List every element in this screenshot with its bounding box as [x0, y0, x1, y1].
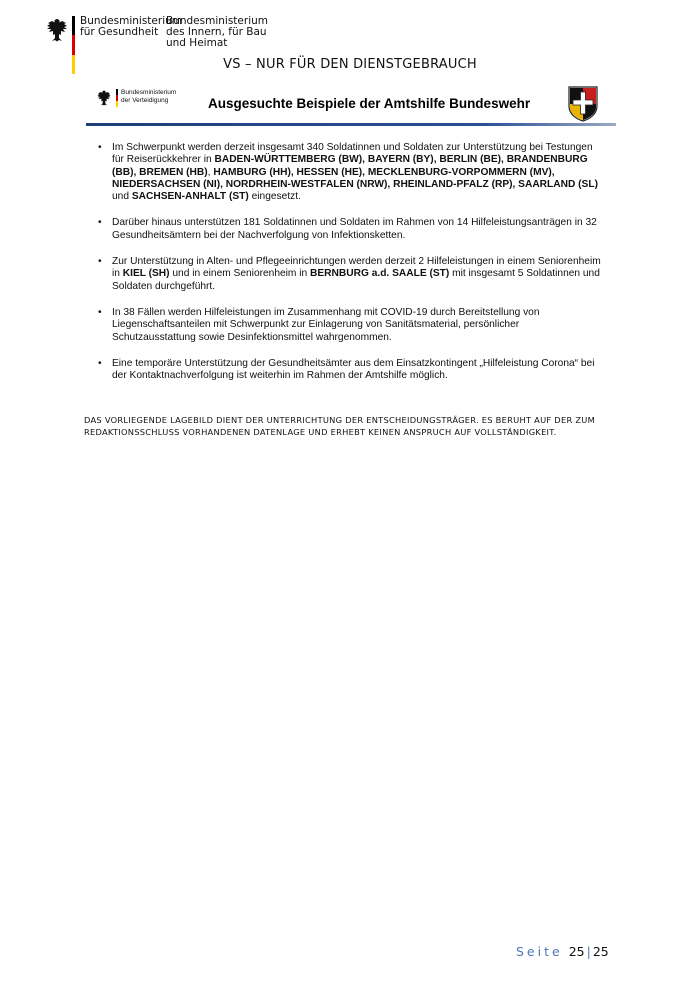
ministry-interior-line: Bundesministerium: [166, 15, 268, 27]
bullet-item: [96, 217, 604, 242]
bullet-dot: •: [98, 217, 102, 229]
page-separator: |: [586, 944, 591, 959]
bullet-text: mit insgesamt 5 Soldatinnen und Soldaten durchgeführt.: [112, 268, 600, 292]
federal-eagle-icon: [46, 18, 68, 42]
bullet-list: [96, 142, 604, 396]
bullet-dot: •: [98, 256, 102, 268]
bullet-text: In 38 Fällen werden Hilfeleistungen im Zusammenhang mit COVID-19 durch Bereitstellung von Liegenschaftsanteilen mit Schwerpunkt zur Einlagerung von Sanitätsmaterial, persönlicher Schutzausstattung sowie Desinfektionsmittel wahrgenommen.: [112, 306, 540, 343]
bullet-text: Zur Unterstützung in Alten- und Pflegeeinrichtungen werden derzeit 2 Hilfeleistungen in einem Seniorenheim in: [112, 256, 601, 280]
bullet-text: und: [112, 191, 132, 203]
bullet-text-bold: KIEL (SH): [122, 268, 170, 280]
bullet-dot: •: [98, 357, 102, 369]
bullet-text: Eine temporäre Unterstützung der Gesundheitsämter aus dem Einsatzkontingent „Hilfeleistung Corona“ bei der Kontaktnachverfolgung ist weiterhin im Rahmen der Amtshilfe möglich.: [112, 357, 595, 382]
banner-title: Ausgesuchte Beispiele der Amtshilfe Bundeswehr: [208, 96, 531, 111]
page-number: 25: [568, 944, 585, 959]
ministry-health-line: Bundesministerium: [80, 15, 182, 27]
bullet-item: [96, 358, 604, 383]
seite-label: Seite: [516, 944, 563, 959]
bullet-text: Darüber hinaus unterstützen 181 Soldatinnen und Soldaten im Rahmen von 14 Hilfeleistungsanträgen in 32 Gesundheitsämtern bei der Nachverfolgung von Infektionsketten.: [112, 217, 597, 241]
ministry-interior-line: und Heimat: [166, 37, 228, 49]
bullet-text: eingesetzt.: [248, 191, 301, 203]
bullet-text-bold: BERNBURG a.d. SAALE (ST): [310, 268, 450, 280]
bundeswehr-crest-icon: [568, 86, 598, 122]
bullet-text-bold: SACHSEN-ANHALT (ST): [131, 191, 249, 203]
bullet-dot: •: [98, 142, 102, 153]
classification-label: VS – NUR FÜR DEN DIENSTGEBRAUCH: [223, 57, 477, 72]
section-banner: [86, 84, 616, 128]
page-total: 25: [592, 944, 609, 959]
bullet-text: ,: [207, 166, 214, 178]
bullet-item: [96, 256, 604, 293]
ministry-health-line: für Gesundheit: [80, 26, 159, 38]
ministry-interior: [166, 16, 268, 49]
federal-eagle-icon: [96, 90, 112, 106]
ministry-defence-line: der Verteidigung: [121, 96, 169, 104]
flag-bar: [116, 89, 118, 107]
page-footer: [516, 944, 609, 959]
ministry-interior-line: des Innern, für Bau: [166, 26, 267, 38]
bullet-dot: •: [98, 306, 102, 318]
disclaimer: DAS VORLIEGENDE LAGEBILD DIENT DER UNTERRICHTUNG DER ENTSCHEIDUNGSTRÄGER. ES BERUHT AUF DER ZUM REDAKTIONSSCHLUSS VORHANDENEN DATENLAGE UND ERHEBT KEINEN ANSPRUCH AUF VOLLSTÄNDIGKEIT.: [84, 415, 596, 437]
ministry-defence-line: Bundesministerium: [121, 89, 177, 96]
ministry-defence: [121, 89, 176, 104]
bullet-text: Im Schwerpunkt werden derzeit insgesamt 340 Soldatinnen und Soldaten zur Unterstützung bei Testungen für Reiserückkehrer in: [112, 142, 593, 166]
bullet-text: und in einem Seniorenheim in: [169, 268, 311, 280]
flag-black: [72, 16, 75, 35]
bullet-text-bold: HAMBURG (HH), HESSEN (HE), MECKLENBURG-VORPOMMERN (MV), NIEDERSACHSEN (NI), NORDRHEIN-WESTFALEN (NRW), RHEINLAND-PFALZ (RP), SAARLAND (SL): [112, 166, 598, 190]
flag-gold: [116, 101, 118, 107]
bullet-item: [96, 307, 604, 344]
bullet-item: [96, 142, 604, 203]
flag-red: [72, 35, 75, 54]
banner-rule: [86, 123, 616, 126]
bullet-text-bold: BADEN-WÜRTTEMBERG (BW), BAYERN (BY), BERLIN (BE), BRANDENBURG (BB), BREMEN (HB): [112, 154, 588, 178]
